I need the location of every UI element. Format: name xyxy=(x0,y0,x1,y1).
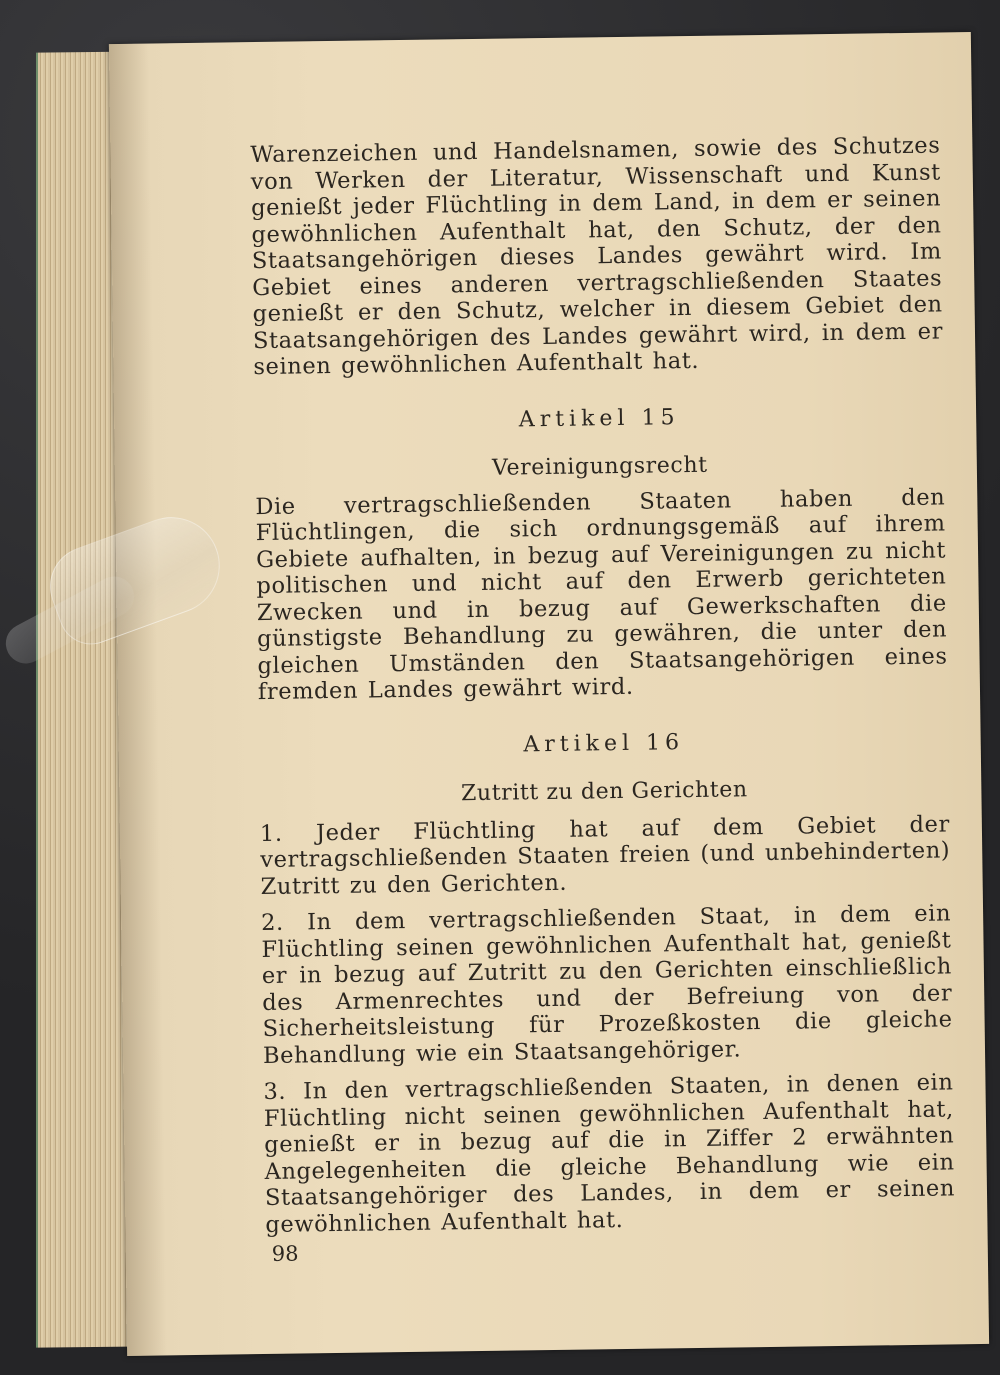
article-16-title: Zutritt zu den Gerichten xyxy=(460,777,748,807)
article-15-title: Vereinigungsrecht xyxy=(491,452,708,481)
book-page xyxy=(109,32,989,1356)
intro-paragraph: Warenzeichen und Handelsnamen, sowie des Schutzes von Werken der Literatur, Wissenschaft und Kunst genießt jeder Flüchtling in dem Land, in dem er seinen gewöhnlichen Aufenthalt hat, den Schutz, der den Staatsangehörigen dieses Landes gewährt wird. Im Gebiet eines anderen vertragschließenden Staates genießt er den Schutz, welcher in diesem Gebiet den Staatsangehörigen des Landes gewährt wird, in dem er seinen gewöhnlichen Aufenthalt hat. xyxy=(250,132,944,381)
page-body xyxy=(250,132,955,1238)
page-number: 98 xyxy=(271,1241,299,1266)
article-16-heading: Artikel 16 xyxy=(523,729,685,757)
article-16-paragraph-3: 3. In den vertragschließenden Staaten, in denen ein Flüchtling nicht seinen gewöhnlichen Aufenthalt hat, genießt er in bezug auf die in Ziffer 2 erwähnten Angelegenheiten die gleiche Behandlung wie ein Staatsangehöriger des Landes, in dem er seinen gewöhnlichen Aufenthalt hat. xyxy=(263,1069,956,1238)
article-16-paragraph-2: 2. In dem vertragschließenden Staat, in dem ein Flüchtling seinen gewöhnlichen Aufenthalt hat, genießt er in bezug auf Zutritt zu den Gerichten einschließlich des Armenrechtes und der Befreiung von der Sicherheitsleistung für Prozeßkosten die gleiche Behandlung wie ein Staatsangehöriger. xyxy=(260,900,953,1069)
article-16-paragraph-1: 1. Jeder Flüchtling hat auf dem Gebiet der vertragschließenden Staaten freien (und unbehinderten) Zutritt zu den Gerichten. xyxy=(259,810,951,900)
article-15-text: Die vertragschließenden Staaten haben den Flüchtlingen, die sich ordnungsgemäß auf ihrem Gebiete aufhalten, in bezug auf Vereinigungen zu nicht politischen und nicht auf den Erwerb gerichteten Zwecken und in bezug auf Gewerkschaften die günstigste Behandlung zu gewähren, die unter den gleichen Umständen den Staatsangehörigen eines fremden Landes gewährt wird. xyxy=(255,483,948,706)
article-15-heading: Artikel 15 xyxy=(518,404,680,432)
